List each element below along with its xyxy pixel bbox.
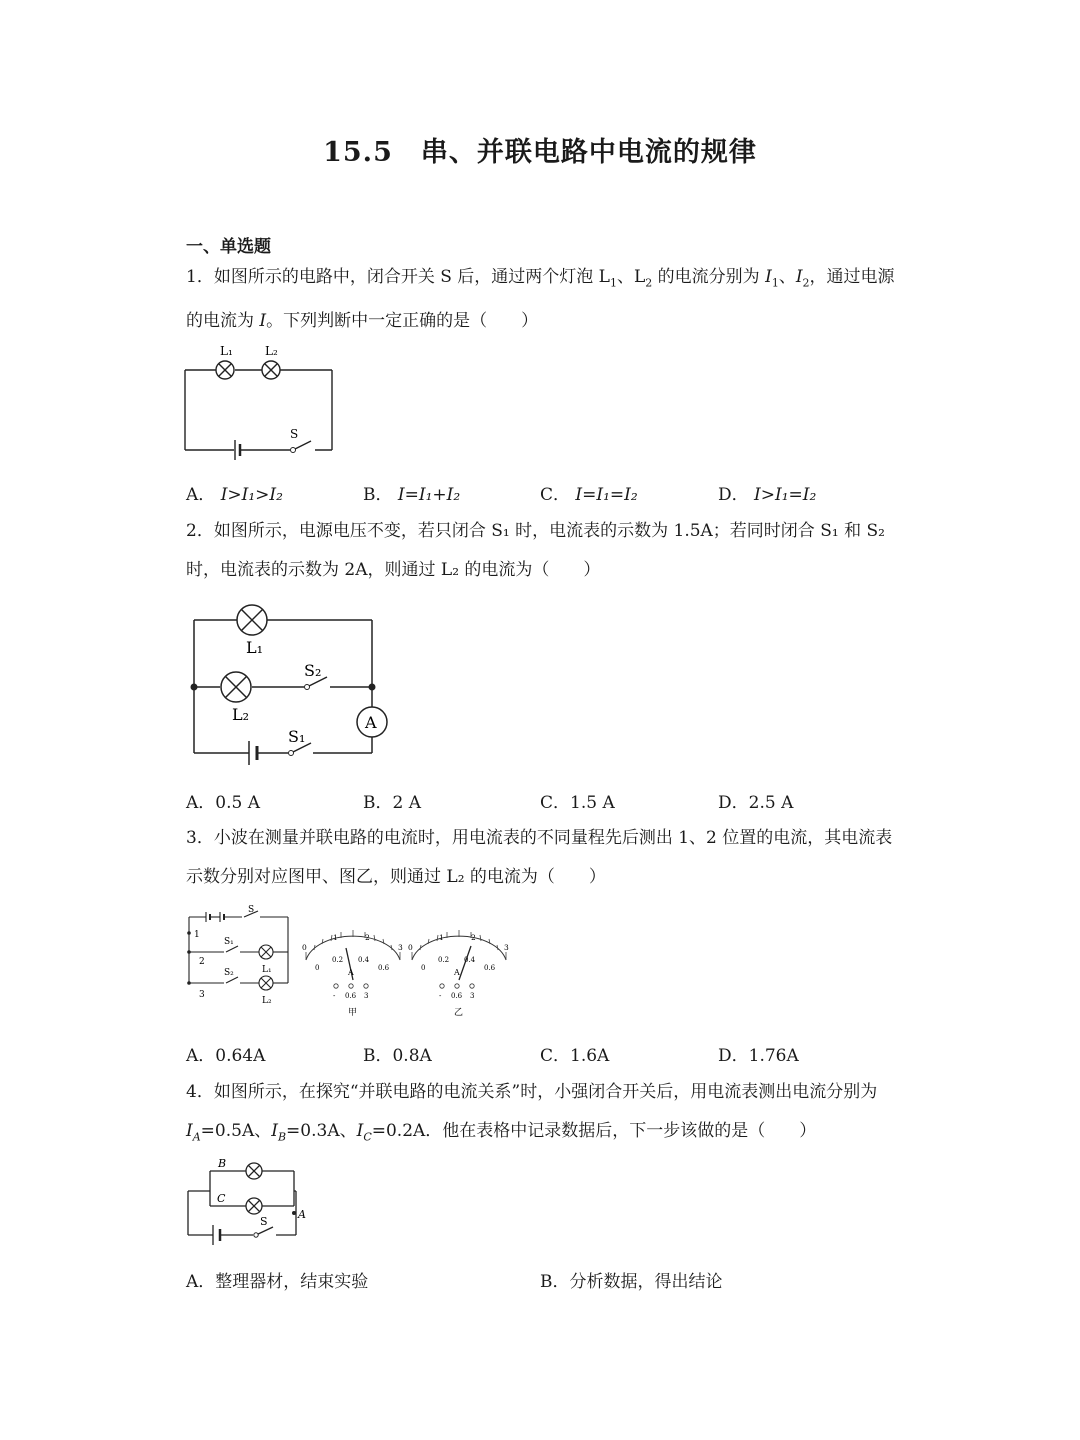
q3-option-c[interactable]: C．1.6A <box>540 1046 610 1066</box>
question-4-text: 4．如图所示，在探究“并联电路的电流关系”时，小强闭合开关后，用电流表测出电流分别为 $I_A=0.5A$、$I_B=0.3A$、$I_C=0.2A$．他在表格中记录数据后，下一步该做的是（ ） <box>186 1082 878 1144</box>
svg-text:0: 0 <box>315 964 320 972</box>
svg-text:-: - <box>439 992 442 1000</box>
svg-text:0.4: 0.4 <box>358 956 370 964</box>
svg-text:0.4: 0.4 <box>464 956 476 964</box>
switch-label: S <box>290 427 299 441</box>
lamp-icon <box>216 361 234 379</box>
svg-text:甲: 甲 <box>348 1008 358 1018</box>
lamp-label: L₂ <box>232 705 250 724</box>
svg-text:S: S <box>248 905 255 915</box>
question-number: 2． <box>186 521 214 541</box>
lamp-icon <box>221 672 251 702</box>
q2-option-b[interactable]: B．2 A <box>363 793 421 813</box>
lamp-icon <box>259 945 273 959</box>
ammeter-label: A <box>365 713 377 732</box>
lamp-icon <box>246 1163 262 1179</box>
section-heading: 一、单选题 <box>186 237 271 257</box>
svg-text:3: 3 <box>364 992 369 1000</box>
q4-circuit-diagram <box>180 1155 320 1255</box>
svg-text:0: 0 <box>421 964 426 972</box>
svg-text:A: A <box>348 968 354 977</box>
q2-circuit-diagram <box>180 600 390 770</box>
switch-label: S₂ <box>304 661 322 680</box>
q4-option-b[interactable]: B．分析数据，得出结论 <box>540 1272 723 1292</box>
svg-text:3: 3 <box>398 943 403 952</box>
svg-text:1: 1 <box>333 933 338 942</box>
q3-option-d[interactable]: D．1.76A <box>718 1046 799 1066</box>
q2-option-a[interactable]: A．0.5 A <box>186 793 260 813</box>
svg-text:S: S <box>260 1215 268 1228</box>
svg-text:0.2: 0.2 <box>332 956 344 964</box>
q1-circuit-diagram <box>176 338 346 468</box>
svg-text:0: 0 <box>408 943 413 952</box>
lamp-icon <box>262 361 280 379</box>
q3-option-a[interactable]: A．0.64A <box>186 1046 266 1066</box>
q2-option-c[interactable]: C．1.5 A <box>540 793 615 813</box>
svg-text:B: B <box>218 1157 227 1170</box>
svg-text:0.2: 0.2 <box>438 956 450 964</box>
q1-option-c[interactable]: C． I=I₁=I₂ <box>540 485 638 505</box>
svg-text:-: - <box>333 992 336 1000</box>
svg-text:C: C <box>217 1192 226 1205</box>
svg-text:0.6: 0.6 <box>345 992 357 1000</box>
svg-text:A: A <box>298 1208 306 1221</box>
q3-option-b[interactable]: B．0.8A <box>363 1046 432 1066</box>
lamp-icon <box>246 1198 262 1214</box>
lamp-label: L₂ <box>265 344 278 358</box>
q3-ammeter-yi <box>404 928 514 1023</box>
lamp-icon <box>237 605 267 635</box>
svg-text:0.6: 0.6 <box>484 964 496 972</box>
svg-text:1: 1 <box>194 930 200 940</box>
svg-text:2: 2 <box>199 957 205 967</box>
svg-text:L₁: L₁ <box>262 965 272 975</box>
svg-text:S₂: S₂ <box>224 968 234 978</box>
switch-label: S₁ <box>288 727 306 746</box>
question-3-text: 3．小波在测量并联电路的电流时，用电流表的不同量程先后测出 1、2 位置的电流，其电流表示数分别对应图甲、图乙，则通过 L₂ 的电流为（ ） <box>186 828 893 887</box>
svg-text:3: 3 <box>470 992 475 1000</box>
q3-circuit-diagram <box>182 905 292 1010</box>
q3-ammeter-jia <box>298 928 408 1023</box>
question-number: 4． <box>186 1082 214 1102</box>
page-title: 15.5 串、并联电路中电流的规律 <box>323 137 757 168</box>
svg-text:L₂: L₂ <box>262 996 272 1006</box>
svg-text:S₁: S₁ <box>224 937 234 947</box>
svg-text:0.6: 0.6 <box>378 964 390 972</box>
svg-text:A: A <box>454 968 460 977</box>
svg-text:2: 2 <box>471 933 476 942</box>
svg-text:1: 1 <box>439 933 444 942</box>
q1-option-d[interactable]: D． I>I₁=I₂ <box>718 485 817 505</box>
svg-text:0: 0 <box>302 943 307 952</box>
q4-option-a[interactable]: A．整理器材，结束实验 <box>186 1272 369 1292</box>
question-1-text: 1．如图所示的电路中，闭合开关 S 后，通过两个灯泡 $L_1$、$L_2$ 的电流分别为 $I_1$、$I_2$，通过电源的电流为 I。下列判断中一定正确的是（ ） <box>186 267 895 332</box>
q1-option-a[interactable]: A． I>I₁>I₂ <box>186 485 283 505</box>
question-number: 1． <box>186 267 214 287</box>
lamp-icon <box>259 976 273 990</box>
svg-text:3: 3 <box>199 990 205 1000</box>
svg-text:乙: 乙 <box>454 1008 464 1018</box>
question-2-text: 2．如图所示，电源电压不变，若只闭合 S₁ 时，电流表的示数为 1.5A；若同时闭合 S₁ 和 S₂ 时，电流表的示数为 2A，则通过 L₂ 的电流为（ ） <box>186 521 885 580</box>
q1-option-b[interactable]: B． I=I₁+I₂ <box>363 485 461 505</box>
q2-option-d[interactable]: D．2.5 A <box>718 793 794 813</box>
lamp-label: L₁ <box>246 638 264 657</box>
svg-text:0.6: 0.6 <box>451 992 463 1000</box>
svg-text:2: 2 <box>365 933 370 942</box>
lamp-label: L₁ <box>220 344 233 358</box>
svg-text:3: 3 <box>504 943 509 952</box>
question-number: 3． <box>186 828 214 848</box>
